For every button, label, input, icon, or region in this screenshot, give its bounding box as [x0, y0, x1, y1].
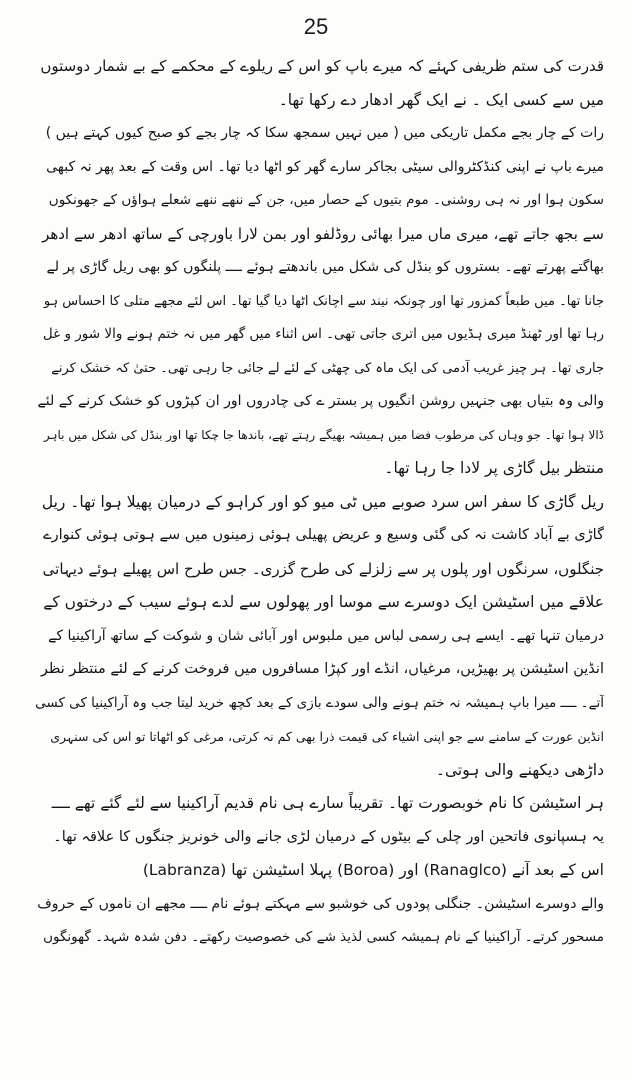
text-line: رہا تھا اور ٹھنڈ میری ہڈیوں میں اتری جاتی تھی۔ اس اثناء میں گھر میں نہ ختم ہونے والا شور و غل	[42, 326, 604, 342]
text-line: مسحور کرتے۔ آراکینیا کے نام ہمیشہ کسی لذیذ شے کی خصوصیت رکھتے۔ دفن شدہ شہد۔ گھونگوں	[43, 929, 604, 945]
text-line: سکون ہوا اور نہ ہی روشنی۔ موم بتیوں کے حصار میں، جن کے ننھے ننھے شعلے ہواؤں کے جھونکوں	[48, 192, 604, 208]
text-line: ڈالا ہوا تھا۔ جو وہاں کی مرطوب فضا میں ہمیشہ بھیگے رہتے تھے، باندھا جا چکا تھا اور بنڈل کی شکل میں باہر	[43, 427, 604, 442]
text-line: آتے۔ ــــ میرا باپ ہمیشہ نہ ختم ہونے والی سودے بازی کے بعد کچھ خرید لیتا جب وہ آراکینیا کی کسی	[35, 694, 604, 711]
body-text	[32, 50, 604, 955]
text-line: انڈین عورت کے سامنے سے جو اپنی اشیاء کی قیمت ذرا بھی کم نہ کرتی، مرغی کو اٹھاتا تو اس کی سنہری	[50, 729, 604, 744]
text-line: ریل گاڑی کا سفر اس سرد صوبے میں ٹی میو کو اور کراہو کے درمیان پھیلا ہوا تھا۔ ریل	[41, 492, 604, 511]
text-line: جانا تھا۔ میں طبعاً کمزور تھا اور چونکہ نیند سے اچانک اٹھا دیا گیا تھا۔ اس لئے مجھے متلی کا احساس ہو	[43, 293, 604, 309]
text-line: جاری تھا۔ ہر چیز غریب آدمی کی ایک ماہ کی چھٹی کے لئے لے جائی جا رہی تھی۔ حتیٰ کہ خشک کرنے	[51, 360, 604, 376]
text-line: درمیان تنہا تھے۔ ایسے ہی رسمی لباس میں ملبوس اور آبائی شان و شوکت کے ساتھ آراکینیا کے	[48, 627, 604, 644]
text-line: گاڑی بے آباد کاشت نہ کی گئی وسیع و عریض پھیلی ہوئی زمینوں میں سے ہوتی ہوئی کنوارے	[43, 527, 604, 543]
text-line: بھاگتے پھرتے تھے۔ بستروں کو بنڈل کی شکل میں باندھتے ہوئے ــــ پلنگوں کو بھی ریل گاڑی پر لے	[46, 259, 604, 275]
text-line: جنگلوں، سرنگوں اور پلوں پر سے زلزلے کی طرح گزری۔ جس طرح اس پھیلے ہوئے دیہاتی	[42, 559, 604, 578]
text-line: داڑھی دیکھنے والی ہوتی۔	[435, 760, 604, 779]
text-line: علاقے میں اسٹیشن ایک دوسرے سے موسا اور پھولوں سے لدے ہوئے سیب کے درختوں کے	[43, 593, 604, 611]
text-line: میرے باپ نے اپنی کنڈکٹروالی سیٹی بجاکر سارے گھر کو اٹھا دیا تھا۔ اس وقت کے بعد پھر نہ کبھی	[46, 158, 604, 175]
text-line: ہر اسٹیشن کا نام خوبصورت تھا۔ تقریباً سارے ہی نام قدیم آراکینیا سے لئے گئے تھے ــــ	[51, 794, 604, 812]
text-line: رات کے چار بجے مکمل تاریکی میں ( میں نہیں سمجھ سکا کہ چار بجے کو صبح کیوں کہتے ہیں )	[45, 125, 604, 141]
text-line: (Labranza) پہلا اسٹیشن تھا (Boroa) اور (Ranaglco) اس کے بعد آنے	[142, 861, 604, 879]
text-line: قدرت کی ستم ظریفی کہئے کہ میرے باپ کو اس کے ریلوے کے محکمے کے بے شمار دوستوں	[40, 57, 604, 75]
text-line: سے بجھ جاتے تھے، میری ماں میرا بھائی روڈلفو اور بمن لارا باورچی کے ساتھ ادھر سے ادھر	[42, 224, 604, 243]
page-number: 25	[303, 14, 329, 39]
text-line: والے دوسرے اسٹیشن۔ جنگلی پودوں کی خوشبو سے مہکتے ہوئے نام ــــ مجھے ان ناموں کے حروف	[37, 895, 604, 912]
text-line: انڈین اسٹیشن پر بھیڑیں، مرغیاں، انڈے اور کپڑا مسافروں میں فروخت کرنے کے لئے منتظر نظر	[40, 661, 604, 677]
text-line: یہ ہسپانوی فاتحین اور چلی کے بیٹوں کے درمیان لڑی جانے والی خونریز جنگوں کا علاقہ تھا۔	[53, 828, 604, 845]
text-line: میں سے کسی ایک ۔ نے ایک گھر ادھار دے رکھا تھا۔	[278, 90, 604, 109]
text-line: منتظر بیل گاڑی پر لادا جا رہا تھا۔	[384, 459, 604, 477]
text-line: والی وہ بتیاں بھی جنہیں روشن انگیوں پر بستر ے کی چادروں اور ان کپڑوں کو خشک کرنے کے لئے	[37, 393, 604, 409]
